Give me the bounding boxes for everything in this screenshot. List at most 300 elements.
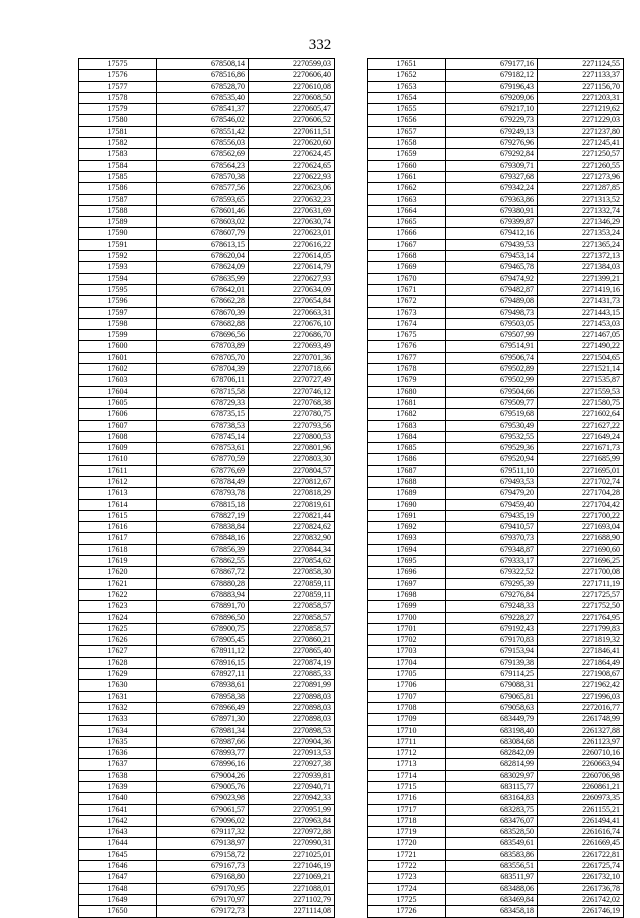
point-number-cell: 17583	[79, 149, 157, 160]
x-coordinate-cell: 678635,99	[157, 273, 249, 284]
x-coordinate-cell: 678776,69	[157, 465, 249, 476]
point-number-cell: 17601	[79, 352, 157, 363]
y-coordinate-cell: 2261327,88	[538, 725, 624, 736]
x-coordinate-cell: 678848,16	[157, 533, 249, 544]
x-coordinate-cell: 679342,24	[446, 183, 538, 194]
point-number-cell: 17631	[79, 691, 157, 702]
x-coordinate-cell: 679503,05	[446, 318, 538, 329]
point-number-cell: 17604	[79, 386, 157, 397]
y-coordinate-cell: 2271124,55	[538, 59, 624, 70]
x-coordinate-cell: 678862,55	[157, 556, 249, 567]
table-row	[79, 646, 335, 657]
x-coordinate-cell: 679096,02	[157, 815, 249, 826]
x-coordinate-cell: 678971,30	[157, 714, 249, 725]
point-number-cell: 17600	[79, 341, 157, 352]
point-number-cell: 17711	[368, 736, 446, 747]
table-row	[79, 138, 335, 149]
x-coordinate-cell: 679158,72	[157, 849, 249, 860]
y-coordinate-cell: 2271752,50	[538, 601, 624, 612]
table-row	[79, 782, 335, 793]
y-coordinate-cell: 2270898,53	[249, 725, 335, 736]
y-coordinate-cell: 2271467,05	[538, 330, 624, 341]
point-number-cell: 17577	[79, 81, 157, 92]
y-coordinate-cell: 2271908,67	[538, 669, 624, 680]
table-row	[368, 273, 624, 284]
x-coordinate-cell: 678601,46	[157, 205, 249, 216]
x-coordinate-cell: 683283,75	[446, 804, 538, 815]
table-row	[368, 804, 624, 815]
y-coordinate-cell: 2271695,01	[538, 465, 624, 476]
table-row	[368, 736, 624, 747]
point-number-cell: 17595	[79, 284, 157, 295]
table-row	[79, 589, 335, 600]
point-number-cell: 17587	[79, 194, 157, 205]
x-coordinate-cell: 679459,40	[446, 499, 538, 510]
y-coordinate-cell: 2270858,57	[249, 612, 335, 623]
x-coordinate-cell: 679532,55	[446, 431, 538, 442]
point-number-cell: 17677	[368, 352, 446, 363]
x-coordinate-cell: 678793,78	[157, 488, 249, 499]
point-number-cell: 17614	[79, 499, 157, 510]
point-number-cell: 17585	[79, 171, 157, 182]
table-row	[368, 284, 624, 295]
y-coordinate-cell: 2271700,22	[538, 510, 624, 521]
point-number-cell: 17726	[368, 906, 446, 917]
x-coordinate-cell: 678570,38	[157, 171, 249, 182]
y-coordinate-cell: 2271245,41	[538, 138, 624, 149]
table-row	[79, 556, 335, 567]
y-coordinate-cell: 2270614,79	[249, 262, 335, 273]
point-number-cell: 17716	[368, 793, 446, 804]
table-row	[79, 251, 335, 262]
table-row	[79, 827, 335, 838]
x-coordinate-cell: 678670,39	[157, 307, 249, 318]
point-number-cell: 17641	[79, 804, 157, 815]
y-coordinate-cell: 2271704,42	[538, 499, 624, 510]
point-number-cell: 17647	[79, 872, 157, 883]
y-coordinate-cell: 2270624,45	[249, 149, 335, 160]
x-coordinate-cell: 678556,03	[157, 138, 249, 149]
point-number-cell: 17661	[368, 171, 446, 182]
x-coordinate-cell: 678620,04	[157, 251, 249, 262]
table-row	[368, 138, 624, 149]
x-coordinate-cell: 678593,65	[157, 194, 249, 205]
point-number-cell: 17636	[79, 748, 157, 759]
table-row	[368, 748, 624, 759]
point-number-cell: 17700	[368, 612, 446, 623]
y-coordinate-cell: 2271504,65	[538, 352, 624, 363]
page-number: 332	[308, 37, 332, 53]
x-coordinate-cell: 678642,01	[157, 284, 249, 295]
y-coordinate-cell: 2270654,84	[249, 296, 335, 307]
x-coordinate-cell: 679276,96	[446, 138, 538, 149]
y-coordinate-cell: 2270913,53	[249, 748, 335, 759]
table-row	[368, 149, 624, 160]
point-number-cell: 17721	[368, 849, 446, 860]
point-number-cell: 17703	[368, 646, 446, 657]
y-coordinate-cell: 2271287,85	[538, 183, 624, 194]
point-number-cell: 17672	[368, 296, 446, 307]
y-coordinate-cell: 2270801,96	[249, 443, 335, 454]
table-row	[79, 59, 335, 70]
table-row	[79, 386, 335, 397]
y-coordinate-cell: 2271332,74	[538, 205, 624, 216]
table-row	[368, 499, 624, 510]
y-coordinate-cell: 2271490,22	[538, 341, 624, 352]
table-row	[79, 239, 335, 250]
x-coordinate-cell: 683549,61	[446, 838, 538, 849]
table-row	[368, 567, 624, 578]
y-coordinate-cell: 2271649,24	[538, 431, 624, 442]
table-row	[79, 70, 335, 81]
point-number-cell: 17608	[79, 431, 157, 442]
y-coordinate-cell: 2271685,99	[538, 454, 624, 465]
table-row	[368, 578, 624, 589]
y-coordinate-cell: 2261725,74	[538, 861, 624, 872]
point-number-cell: 17681	[368, 397, 446, 408]
x-coordinate-cell: 679412,16	[446, 228, 538, 239]
point-number-cell: 17710	[368, 725, 446, 736]
table-row	[79, 149, 335, 160]
table-row	[368, 906, 624, 917]
table-row	[79, 454, 335, 465]
x-coordinate-cell: 679023,98	[157, 793, 249, 804]
x-coordinate-cell: 678624,09	[157, 262, 249, 273]
x-coordinate-cell: 678682,88	[157, 318, 249, 329]
y-coordinate-cell: 2270793,56	[249, 420, 335, 431]
point-number-cell: 17619	[79, 556, 157, 567]
y-coordinate-cell: 2271559,53	[538, 386, 624, 397]
y-coordinate-cell: 2270780,75	[249, 409, 335, 420]
point-number-cell: 17690	[368, 499, 446, 510]
table-row	[79, 171, 335, 182]
table-row	[368, 782, 624, 793]
y-coordinate-cell: 2270904,36	[249, 736, 335, 747]
table-row	[368, 262, 624, 273]
point-number-cell: 17615	[79, 510, 157, 521]
y-coordinate-cell: 2270891,99	[249, 680, 335, 691]
y-coordinate-cell: 2271237,80	[538, 126, 624, 137]
y-coordinate-cell: 2271453,03	[538, 318, 624, 329]
point-number-cell: 17697	[368, 578, 446, 589]
y-coordinate-cell: 2271046,19	[249, 861, 335, 872]
x-coordinate-cell: 683084,68	[446, 736, 538, 747]
point-number-cell: 17642	[79, 815, 157, 826]
y-coordinate-cell: 2261748,99	[538, 714, 624, 725]
table-row	[79, 578, 335, 589]
y-coordinate-cell: 2270727,49	[249, 375, 335, 386]
y-coordinate-cell: 2271069,21	[249, 872, 335, 883]
x-coordinate-cell: 678770,59	[157, 454, 249, 465]
point-number-cell: 17712	[368, 748, 446, 759]
table-row	[368, 443, 624, 454]
y-coordinate-cell: 2271962,42	[538, 680, 624, 691]
x-coordinate-cell: 679088,31	[446, 680, 538, 691]
point-number-cell: 17612	[79, 476, 157, 487]
point-number-cell: 17676	[368, 341, 446, 352]
y-coordinate-cell: 2270824,62	[249, 522, 335, 533]
y-coordinate-cell: 2261155,21	[538, 804, 624, 815]
table-row	[368, 364, 624, 375]
y-coordinate-cell: 2270663,31	[249, 307, 335, 318]
table-row	[79, 815, 335, 826]
point-number-cell: 17651	[368, 59, 446, 70]
table-row	[368, 104, 624, 115]
y-coordinate-cell: 2270859,11	[249, 589, 335, 600]
table-row	[368, 81, 624, 92]
y-coordinate-cell: 2271025,01	[249, 849, 335, 860]
table-row	[79, 431, 335, 442]
x-coordinate-cell: 679410,57	[446, 522, 538, 533]
point-number-cell: 17606	[79, 409, 157, 420]
x-coordinate-cell: 679177,16	[446, 59, 538, 70]
y-coordinate-cell: 2271353,24	[538, 228, 624, 239]
point-number-cell: 17694	[368, 544, 446, 555]
point-number-cell: 17581	[79, 126, 157, 137]
table-row	[79, 92, 335, 103]
table-row	[368, 92, 624, 103]
x-coordinate-cell: 678827,19	[157, 510, 249, 521]
point-number-cell: 17720	[368, 838, 446, 849]
table-row	[368, 375, 624, 386]
x-coordinate-cell: 679276,84	[446, 589, 538, 600]
table-row	[79, 488, 335, 499]
y-coordinate-cell: 2270940,71	[249, 782, 335, 793]
x-coordinate-cell: 678528,70	[157, 81, 249, 92]
x-coordinate-cell: 678735,15	[157, 409, 249, 420]
table-row	[79, 522, 335, 533]
table-row	[79, 612, 335, 623]
table-row	[79, 883, 335, 894]
x-coordinate-cell: 678856,39	[157, 544, 249, 555]
point-number-cell: 17584	[79, 160, 157, 171]
x-coordinate-cell: 679170,83	[446, 635, 538, 646]
y-coordinate-cell: 2271273,96	[538, 171, 624, 182]
coordinates-table-left	[78, 58, 335, 918]
y-coordinate-cell: 2271088,01	[249, 883, 335, 894]
y-coordinate-cell: 2261123,97	[538, 736, 624, 747]
table-row	[368, 680, 624, 691]
y-coordinate-cell: 2270630,74	[249, 217, 335, 228]
table-row	[368, 251, 624, 262]
x-coordinate-cell: 679529,36	[446, 443, 538, 454]
y-coordinate-cell: 2270611,51	[249, 126, 335, 137]
x-coordinate-cell: 679292,84	[446, 149, 538, 160]
point-number-cell: 17596	[79, 296, 157, 307]
table-row	[368, 522, 624, 533]
point-number-cell: 17723	[368, 872, 446, 883]
table-row	[79, 126, 335, 137]
y-coordinate-cell: 2271864,49	[538, 657, 624, 668]
y-coordinate-cell: 2271521,14	[538, 364, 624, 375]
x-coordinate-cell: 678541,37	[157, 104, 249, 115]
y-coordinate-cell: 2260710,16	[538, 748, 624, 759]
table-row	[79, 770, 335, 781]
table-row	[79, 623, 335, 634]
y-coordinate-cell: 2271819,32	[538, 635, 624, 646]
x-coordinate-cell: 683198,40	[446, 725, 538, 736]
table-row	[79, 759, 335, 770]
point-number-cell: 17719	[368, 827, 446, 838]
y-coordinate-cell: 2270942,33	[249, 793, 335, 804]
table-row	[368, 318, 624, 329]
x-coordinate-cell: 679005,76	[157, 782, 249, 793]
point-number-cell: 17696	[368, 567, 446, 578]
y-coordinate-cell: 2270624,65	[249, 160, 335, 171]
table-row	[79, 115, 335, 126]
point-number-cell: 17655	[368, 104, 446, 115]
table-row	[368, 601, 624, 612]
y-coordinate-cell: 2260973,35	[538, 793, 624, 804]
point-number-cell: 17704	[368, 657, 446, 668]
y-coordinate-cell: 2261616,74	[538, 827, 624, 838]
table-row	[368, 431, 624, 442]
y-coordinate-cell: 2270804,57	[249, 465, 335, 476]
x-coordinate-cell: 679514,91	[446, 341, 538, 352]
x-coordinate-cell: 678981,34	[157, 725, 249, 736]
x-coordinate-cell: 678662,28	[157, 296, 249, 307]
y-coordinate-cell: 2270622,93	[249, 171, 335, 182]
table-row	[79, 228, 335, 239]
table-row	[79, 736, 335, 747]
y-coordinate-cell: 2271696,25	[538, 556, 624, 567]
point-number-cell: 17627	[79, 646, 157, 657]
x-coordinate-cell: 679453,14	[446, 251, 538, 262]
y-coordinate-cell: 2270800,53	[249, 431, 335, 442]
y-coordinate-cell: 2270686,70	[249, 330, 335, 341]
y-coordinate-cell: 2270860,21	[249, 635, 335, 646]
point-number-cell: 17685	[368, 443, 446, 454]
y-coordinate-cell: 2271133,37	[538, 70, 624, 81]
y-coordinate-cell: 2270608,50	[249, 92, 335, 103]
table-row	[368, 307, 624, 318]
x-coordinate-cell: 679399,87	[446, 217, 538, 228]
x-coordinate-cell: 679229,73	[446, 115, 538, 126]
point-number-cell: 17675	[368, 330, 446, 341]
y-coordinate-cell: 2270951,99	[249, 804, 335, 815]
y-coordinate-cell: 2270701,36	[249, 352, 335, 363]
x-coordinate-cell: 683164,83	[446, 793, 538, 804]
y-coordinate-cell: 2270631,69	[249, 205, 335, 216]
table-row	[368, 838, 624, 849]
table-row	[79, 748, 335, 759]
x-coordinate-cell: 679170,97	[157, 894, 249, 905]
x-coordinate-cell: 678562,69	[157, 149, 249, 160]
point-number-cell: 17708	[368, 702, 446, 713]
y-coordinate-cell: 2270627,93	[249, 273, 335, 284]
point-number-cell: 17665	[368, 217, 446, 228]
y-coordinate-cell: 2271229,03	[538, 115, 624, 126]
x-coordinate-cell: 679498,73	[446, 307, 538, 318]
y-coordinate-cell: 2270616,22	[249, 239, 335, 250]
table-row	[79, 838, 335, 849]
x-coordinate-cell: 679170,95	[157, 883, 249, 894]
x-coordinate-cell: 678729,33	[157, 397, 249, 408]
x-coordinate-cell: 679327,68	[446, 171, 538, 182]
y-coordinate-cell: 2270874,19	[249, 657, 335, 668]
x-coordinate-cell: 678905,45	[157, 635, 249, 646]
point-number-cell: 17695	[368, 556, 446, 567]
y-coordinate-cell: 2271384,03	[538, 262, 624, 273]
point-number-cell: 17589	[79, 217, 157, 228]
table-row	[368, 454, 624, 465]
table-row	[368, 465, 624, 476]
y-coordinate-cell: 2271725,57	[538, 589, 624, 600]
point-number-cell: 17579	[79, 104, 157, 115]
point-number-cell: 17715	[368, 782, 446, 793]
table-row	[368, 171, 624, 182]
table-row	[79, 906, 335, 917]
point-number-cell: 17613	[79, 488, 157, 499]
table-row	[368, 635, 624, 646]
point-number-cell: 17645	[79, 849, 157, 860]
x-coordinate-cell: 678927,11	[157, 669, 249, 680]
x-coordinate-cell: 679474,92	[446, 273, 538, 284]
table-row	[368, 770, 624, 781]
x-coordinate-cell: 678607,79	[157, 228, 249, 239]
x-coordinate-cell: 679465,78	[446, 262, 538, 273]
point-number-cell: 17680	[368, 386, 446, 397]
table-row	[368, 352, 624, 363]
x-coordinate-cell: 678900,75	[157, 623, 249, 634]
table-row	[368, 544, 624, 555]
point-number-cell: 17682	[368, 409, 446, 420]
table-row	[79, 635, 335, 646]
x-coordinate-cell: 679172,73	[157, 906, 249, 917]
y-coordinate-cell: 2270859,11	[249, 578, 335, 589]
table-row	[368, 420, 624, 431]
table-row	[79, 205, 335, 216]
y-coordinate-cell: 2261722,81	[538, 849, 624, 860]
y-coordinate-cell: 2270746,12	[249, 386, 335, 397]
point-number-cell: 17657	[368, 126, 446, 137]
y-coordinate-cell: 2260706,98	[538, 770, 624, 781]
point-number-cell: 17650	[79, 906, 157, 917]
table-row	[79, 861, 335, 872]
point-number-cell: 17698	[368, 589, 446, 600]
point-number-cell: 17689	[368, 488, 446, 499]
table-row	[368, 849, 624, 860]
x-coordinate-cell: 679370,73	[446, 533, 538, 544]
table-row	[79, 601, 335, 612]
point-number-cell: 17686	[368, 454, 446, 465]
table-row	[368, 341, 624, 352]
x-coordinate-cell: 679061,57	[157, 804, 249, 815]
x-coordinate-cell: 683449,79	[446, 714, 538, 725]
table-row	[368, 59, 624, 70]
y-coordinate-cell: 2270599,03	[249, 59, 335, 70]
table-row	[368, 510, 624, 521]
table-row	[368, 589, 624, 600]
x-coordinate-cell: 679168,80	[157, 872, 249, 883]
y-coordinate-cell: 2271704,28	[538, 488, 624, 499]
y-coordinate-cell: 2270610,08	[249, 81, 335, 92]
y-coordinate-cell: 2271372,13	[538, 251, 624, 262]
y-coordinate-cell: 2261742,02	[538, 894, 624, 905]
y-coordinate-cell: 2270768,38	[249, 397, 335, 408]
x-coordinate-cell: 678966,49	[157, 702, 249, 713]
table-row	[368, 894, 624, 905]
x-coordinate-cell: 679117,32	[157, 827, 249, 838]
y-coordinate-cell: 2261669,45	[538, 838, 624, 849]
x-coordinate-cell: 678993,77	[157, 748, 249, 759]
y-coordinate-cell: 2270885,33	[249, 669, 335, 680]
x-coordinate-cell: 678551,42	[157, 126, 249, 137]
x-coordinate-cell: 679519,68	[446, 409, 538, 420]
y-coordinate-cell: 2270718,66	[249, 364, 335, 375]
x-coordinate-cell: 679058,63	[446, 702, 538, 713]
y-coordinate-cell: 2270854,62	[249, 556, 335, 567]
